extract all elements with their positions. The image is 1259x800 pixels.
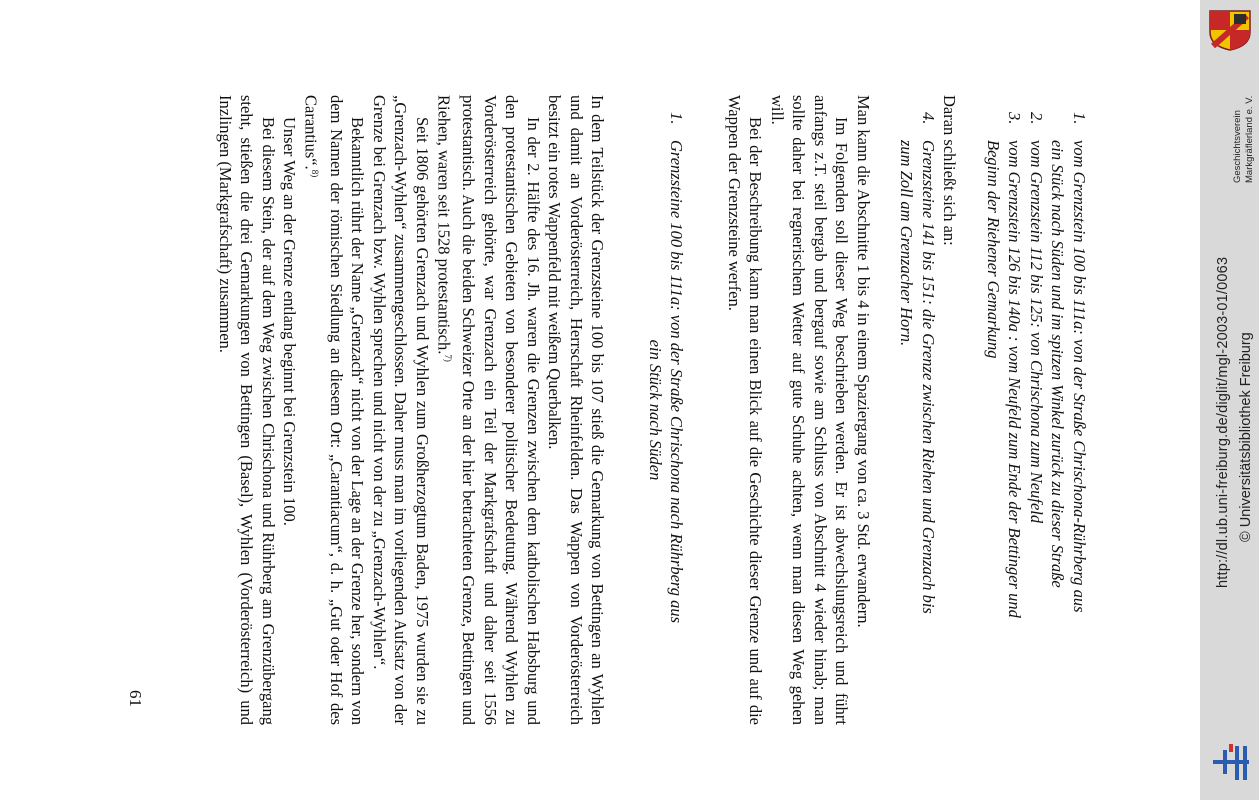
- page-number: 61: [126, 690, 145, 707]
- paragraph: Bekanntlich rührt der Name „Grenzach“ nicht von der Lage an der Grenze her, sondern von dem Namen der römischen Siedlung an diesem Ort: „Carantiacum“, d. h. „Gut oder Hof des Carantius“.$^{8)}$: [302, 95, 368, 725]
- society-name-line2: Markgräflerland e. V.: [1244, 95, 1255, 183]
- section-title: 1.Grenzsteine 100 bis 111a: von der Straße Chrischona nach Rührberg aus: [667, 112, 687, 624]
- paragraph: Man kann die Abschnitte 1 bis 4 in einem Spaziergang von ca. 3 Std. erwandern.: [854, 95, 873, 628]
- list-item: 1.vom Grenzstein 100 bis 111a: von der Straße Chrischona-Rührberg aus ein Stück nach Süden und im spitzen Winkel zurück zu dieser Straße: [1048, 112, 1089, 613]
- page-body: [215, 95, 1091, 725]
- footnote-ref: 7): [443, 354, 453, 362]
- list-item: 4.Grenzsteine 141 bis 151: die Grenze zwischen Riehen und Grenzach bis zum Zoll am Grenzacher Horn.: [897, 112, 938, 614]
- route-list-continued: [896, 95, 939, 725]
- society-name-line1: Geschichtsverein: [1232, 110, 1243, 183]
- list-item: 2.vom Grenzstein 112 bis 125: von Chrischona zum Neufeld: [1027, 112, 1046, 524]
- document-url-link[interactable]: http://dl.ub.uni-freiburg.de/diglit/mgl-2003-01/0063: [1215, 256, 1231, 588]
- coat-of-arms-icon: [1207, 8, 1253, 52]
- paragraph: Seit 1806 gehörten Grenzach und Wyhlen zum Großherzogtum Baden, 1975 wurden sie zu „Grenzach-Wyhlen“ zusammengeschlossen. Daher muss man im vorliegenden Aufsatz von der Grenze bei Grenzach bzw. Wyhlen sprechen und nicht von der zu „Grenzach-Wyhlen“.: [370, 95, 432, 725]
- list-item: 3.vom Grenzstein 126 bis 140a : vom Neufeld zum Ende der Bettinger und Beginn der Riehener Gemarkung: [984, 112, 1025, 618]
- paragraph: Bei diesem Stein, der auf dem Weg zwischen Chrischona und Rührberg am Grenzübergang steht, stießen die drei Gemarkungen von Bettingen (Basel), Wyhlen (Vorderösterreich) und Inzlingen (Markgrafschaft) zusammen.: [216, 95, 278, 725]
- paragraph: Unser Weg an der Grenze entlang beginnt bei Grenzstein 100.: [280, 117, 300, 526]
- paragraph: In der 2. Hälfte des 16. Jh. waren die Grenzen zwischen dem katholischen Habsburg und den protestantischen Gebieten von besonderer politischer Bedeutung. Während Wyhlen zu Vorderösterreich gehörte, war Grenzach ein Teil der Markgrafschaft und daher seit 1556 protestantisch. Auch die beiden Schweizer Orte an der hier betrachteten Grenze, Bettingen und Riehen, waren seit 1528 protestantisch.$^{7)}$: [434, 95, 543, 725]
- ub-freiburg-logo-icon: [1209, 742, 1253, 782]
- intro-after: Daran schließt sich an:: [940, 95, 960, 246]
- route-list: [983, 95, 1091, 725]
- footnote-ref: 8): [310, 169, 321, 178]
- copyright-notice: © Universitätsbibliothek Freiburg: [1238, 332, 1254, 542]
- paragraph: Im Folgenden soll dieser Weg beschrieben werden. Er ist abwechslungsreich und führt anfangs z.T. steil bergab und bergauf sowie am Schluss von Abschnitt 4 wieder hinab; man sollte daher bei regnerischem Wetter auf gute Schuhe achten, wenn man diesen Weg gehen will.: [768, 95, 852, 725]
- paragraph: Bei der Beschreibung kann man einen Blick auf die Geschichte dieser Grenze und auf die Wappen der Grenzsteine werfen.: [725, 95, 766, 725]
- paragraph: In dem Teilstück der Grenzsteine 100 bis 107 stieß die Gemarkung von Bettingen an Wyhlen und damit an Vorderösterreich, Herrschaft Rheinfelden. Das Wappen von Vorderösterreich besitzt ein rotes Wappenfeld mit weißem Querbalken.: [545, 95, 608, 725]
- section-subtitle: ein Stück nach Süden: [646, 339, 665, 481]
